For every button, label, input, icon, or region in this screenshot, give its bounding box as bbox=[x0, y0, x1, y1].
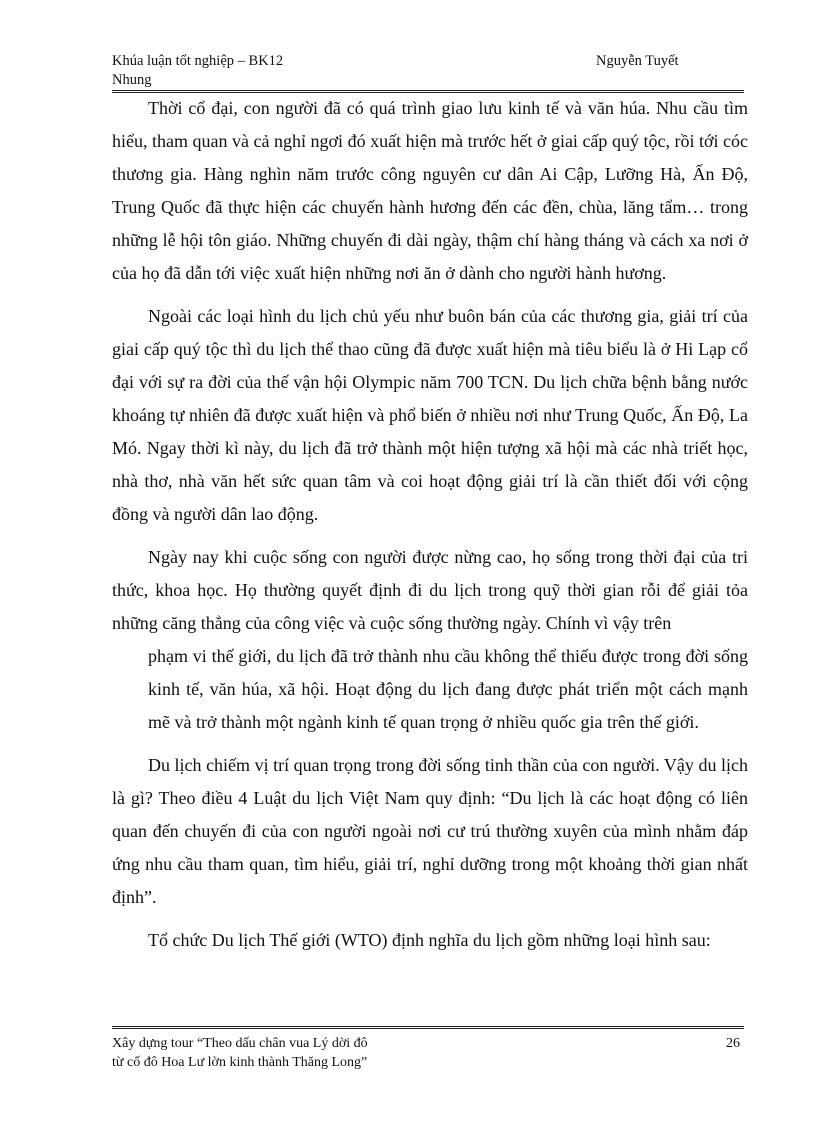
document-body bbox=[112, 92, 748, 967]
header-author-line2: Nhung bbox=[112, 72, 152, 88]
footer-rule bbox=[112, 1026, 744, 1029]
paragraph-modern-travel: Ngày nay khi cuộc sống con người được nừng cao, họ sống trong thời đại của tri thức, khoa học. Họ thường quyết định đi du lịch trong quỹ thời gian rỗi để giải tỏa những căng thẳng của công việc và cuộc sống thường ngày. Chính vì vậy trên bbox=[112, 547, 748, 633]
footer-title-line2: từ cố đô Hoa Lư lờn kinh thành Thăng Long” bbox=[112, 1055, 368, 1070]
footer-title-line1: Xây dựng tour “Theo dấu chân vua Lý dời đô bbox=[112, 1036, 368, 1051]
paragraph-modern-travel-continued: phạm vi thế giới, du lịch đã trở thành nhu cầu không thể thiếu được trong đời sống kinh tế, văn húa, xã hội. Hoạt động du lịch đang được phát triển một cách mạnh mẽ và trở thành một ngành kinh tế quan trọng ở nhiều quốc gia trên thế giới. bbox=[148, 646, 748, 732]
header-author-name bbox=[596, 52, 679, 71]
footer-project-title bbox=[112, 1034, 472, 1072]
paragraph-travel-types: Ngoài các loại hình du lịch chủ yếu như buôn bán của các thương gia, giải trí của giai cấp quý tộc thì du lịch thể thao cũng đã được xuất hiện mà tiêu biểu là ở Hi Lạp cổ đại với sự ra đời của thế vận hội Olympic năm 700 TCN. Du lịch chữa bệnh bằng nước khoáng tự nhiên đã được xuất hiện và phổ biến ở nhiều nơi như Trung Quốc, Ấn Độ, La Mó. Ngay thời kì này, du lịch đã trở thành một hiện tượng xã hội mà các nhà triết học, nhà thơ, nhà văn hết sức quan tâm và coi hoạt động giải trí là cần thiết đối với cộng đồng và người dân lao động. bbox=[112, 306, 748, 524]
header-thesis-title: Khúa luận tốt nghiệp – BK12 bbox=[112, 53, 284, 69]
page-number: 26 bbox=[726, 1036, 740, 1051]
paragraph-wto-intro: Tổ chức Du lịch Thế giới (WTO) định nghĩa du lịch gồm những loại hình sau: bbox=[148, 930, 711, 950]
header-author-line1: Nguyễn Tuyết bbox=[596, 53, 679, 69]
paragraph-ancient-travel: Thời cổ đại, con người đã có quá trình giao lưu kinh tế và văn húa. Nhu cầu tìm hiểu, tham quan và cả nghỉ ngơi đó xuất hiện mà trước hết ở giai cấp quý tộc, rồi tới cóc thương gia. Hàng nghìn năm trước công nguyên cư dân Ai Cập, Lưỡng Hà, Ấn Độ, Trung Quốc đã thực hiện các chuyến hành hương đến các đền, chùa, lăng tẩm… trong những lễ hội tôn giáo. Những chuyến đi dài ngày, thậm chí hàng tháng và cách xa nơi ở của họ đã dẫn tới việc xuất hiện những nơi ăn ở dành cho người hành hương. bbox=[112, 98, 748, 283]
paragraph-travel-definition: Du lịch chiếm vị trí quan trọng trong đời sống tinh thần của con người. Vậy du lịch là gì? Theo điều 4 Luật du lịch Việt Nam quy định: “Du lịch là các hoạt động có liên quan đến chuyến đi của con người ngoài nơi cư trú thường xuyên của mình nhằm đáp ứng nhu cầu tham quan, tìm hiểu, giải trí, nghỉ dưỡng trong một khoảng thời gian nhất định”. bbox=[112, 755, 748, 907]
